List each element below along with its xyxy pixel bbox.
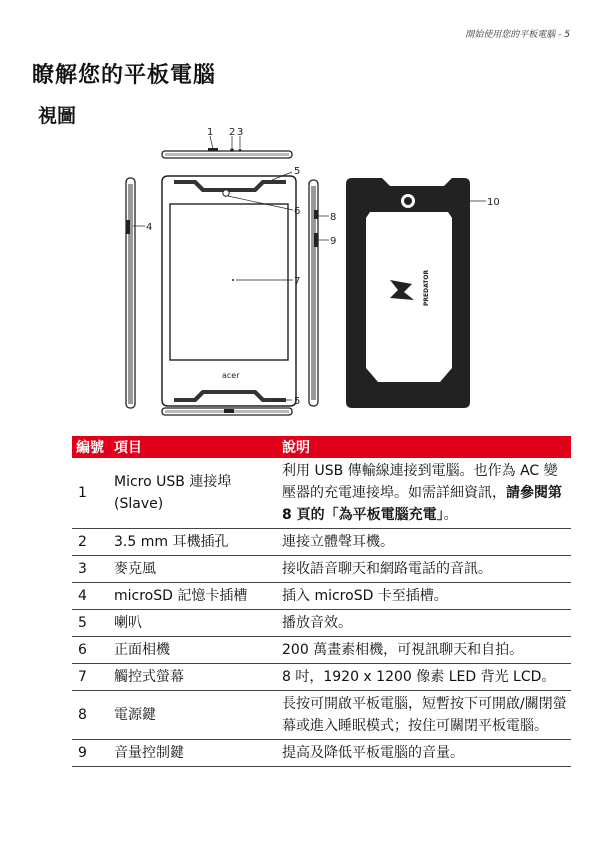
callout-3: 3 [237, 127, 244, 138]
row-item: 3.5 mm 耳機插孔 [110, 529, 278, 556]
table-row [72, 664, 571, 691]
row-item: Micro USB 連接埠 (Slave) [110, 458, 278, 529]
table-row [72, 610, 571, 637]
row-description: 200 萬畫素相機，可視訊聊天和自拍。 [278, 637, 571, 664]
row-number: 1 [72, 458, 110, 529]
callout-7: 7 [294, 276, 301, 287]
tablet-views-figure [0, 120, 613, 420]
callout-10: 10 [487, 197, 500, 208]
row-description [278, 458, 571, 529]
callout-2: 2 [229, 127, 236, 138]
callout-6: 6 [294, 206, 301, 217]
row-number: 3 [72, 556, 110, 583]
callout-5-bottom: 5 [294, 396, 301, 407]
row-item: 音量控制鍵 [110, 740, 278, 767]
table-row [72, 583, 571, 610]
row-number: 2 [72, 529, 110, 556]
row-description: 連接立體聲耳機。 [278, 529, 571, 556]
row-number: 6 [72, 637, 110, 664]
tablet-back-view [346, 178, 486, 408]
callout-5-top: 5 [294, 166, 301, 177]
row-description: 播放音效。 [278, 610, 571, 637]
row-item: 電源鍵 [110, 691, 278, 740]
row-description: 接收語音聊天和網路電話的音訊。 [278, 556, 571, 583]
row-number: 4 [72, 583, 110, 610]
back-brand-text: PREDATOR [423, 269, 430, 306]
callout-4: 4 [146, 222, 153, 233]
row-item: 麥克風 [110, 556, 278, 583]
row-description: 提高及降低平板電腦的音量。 [278, 740, 571, 767]
row-number: 5 [72, 610, 110, 637]
running-header: 開始使用您的平板電腦 - 5 [465, 30, 570, 40]
table-header-row [72, 436, 571, 458]
row-description: 8 吋，1920 x 1200 像素 LED 背光 LCD。 [278, 664, 571, 691]
row-description-suffix: 。 [443, 507, 458, 523]
row-number: 7 [72, 664, 110, 691]
callout-8: 8 [330, 212, 337, 223]
row-item: 觸控式螢幕 [110, 664, 278, 691]
page-title: 瞭解您的平板電腦 [32, 63, 217, 88]
table-row [72, 458, 571, 529]
row-description-text: 利用 USB 傳輸線連接到電腦。也作為 AC 變壓器的充電連接埠。如需詳細資訊， [282, 463, 558, 501]
cross-reference-link[interactable]: 請參閱第 8 頁的「為平板電腦充電」 [282, 485, 562, 523]
row-number: 8 [72, 691, 110, 740]
row-item: microSD 記憶卡插槽 [110, 583, 278, 610]
table-row [72, 691, 571, 740]
header-item: 項目 [110, 436, 278, 458]
callout-1: 1 [207, 127, 214, 138]
header-number: 編號 [72, 436, 110, 458]
row-number: 9 [72, 740, 110, 767]
tablet-front-view [162, 172, 296, 406]
row-item: 喇叭 [110, 610, 278, 637]
tablet-right-side-view [309, 180, 329, 406]
row-item: 正面相機 [110, 637, 278, 664]
tablet-left-side-view [126, 178, 145, 408]
table-row [72, 637, 571, 664]
section-title: 視圖 [38, 105, 77, 127]
device-logo: acer [222, 371, 240, 380]
spec-table [72, 436, 571, 767]
header-description: 說明 [278, 436, 571, 458]
row-description: 長按可開啟平板電腦，短暫按下可開啟/關閉螢幕或進入睡眠模式；按住可關閉平板電腦。 [278, 691, 571, 740]
table-row [72, 529, 571, 556]
table-row [72, 556, 571, 583]
callout-9: 9 [330, 236, 337, 247]
tablet-top-edge-view [162, 136, 292, 158]
table-row [72, 740, 571, 767]
row-description: 插入 microSD 卡至插槽。 [278, 583, 571, 610]
